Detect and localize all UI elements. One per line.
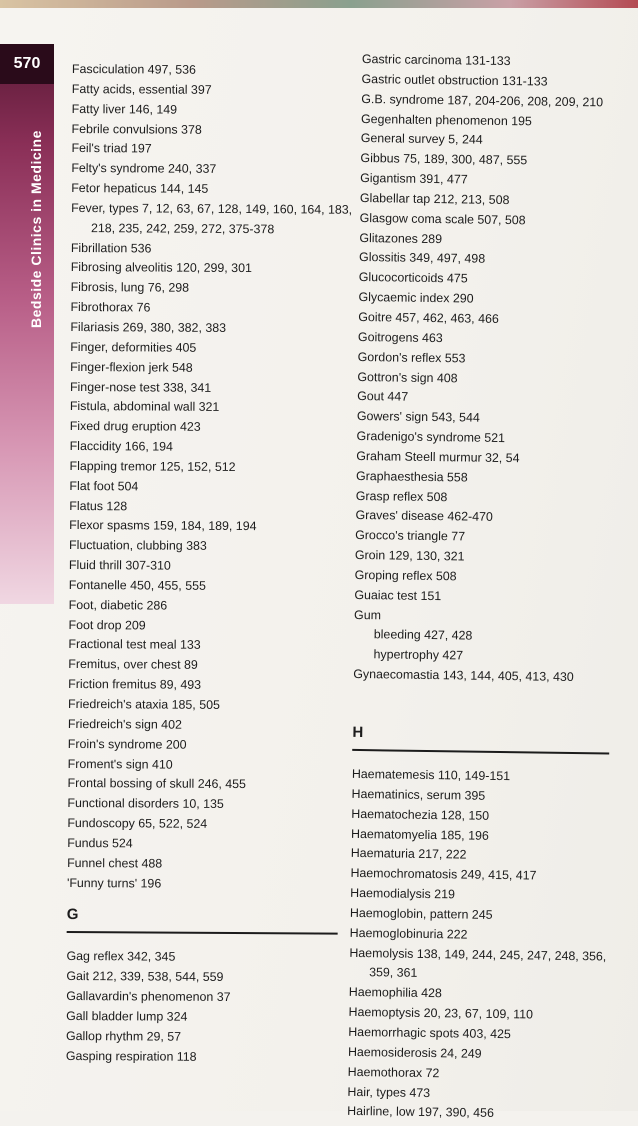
index-page [0,8,638,1121]
entries-g-right [354,50,632,629]
left-column [66,60,357,1068]
index-entry: Fontanelle 450, 455, 555 [68,577,206,593]
index-entry: Glucocorticoids 475 [358,270,468,286]
index-entry: Haemothorax 72 [347,1064,440,1080]
sidebar-band [0,44,54,604]
index-entry: Fever, types 7, 12, 63, 67, 128, 149, 160, 164, 183, 218, 235, 242, 259, 272, 375-378 [71,200,353,236]
index-entry: Groin 129, 130, 321 [354,548,465,564]
index-entry: Feil's triad 197 [71,141,152,156]
index-entry: General survey 5, 244 [360,131,483,148]
index-entry: Gallavardin's phenomenon 37 [66,989,231,1005]
index-entry: Flaccidity 166, 194 [69,439,173,454]
index-entry: Grasp reflex 508 [355,488,448,504]
index-entry: Functional disorders 10, 135 [67,796,224,812]
index-entry: Gallop rhythm 29, 57 [65,1028,182,1044]
index-entry: Fractional test meal 133 [68,637,201,653]
index-entry: Gegenhalten phenomenon 195 [360,111,532,128]
index-entry: Foot, diabetic 286 [68,597,168,613]
index-entry: Haematinics, serum 395 [351,786,486,803]
index-entry: Haemophilia 428 [348,985,442,1001]
index-entry: Fibrothorax 76 [70,300,151,315]
index-entry: Flatus 128 [69,498,128,513]
section-heading-g: G [66,906,79,924]
section-heading-h: H [352,723,364,742]
index-entry: Gasping respiration 118 [65,1048,197,1064]
index-entry: Fibrosing alveolitis 120, 299, 301 [70,260,252,276]
index-entry: Haemosiderosis 24, 249 [347,1044,482,1061]
index-entry: Fistula, abdominal wall 321 [69,399,220,415]
index-entry: Febrile convulsions 378 [71,121,202,137]
entries-f [67,60,357,895]
index-entry: 'Funny turns' 196 [66,875,162,891]
index-entry: Goitre 457, 462, 463, 466 [358,309,499,326]
index-entry: bleeding 427, 428 [373,627,473,644]
index-entry: Gastric carcinoma 131-133 [361,51,511,69]
index-entry: Groping reflex 508 [354,567,457,584]
index-entry: Fetor hepaticus 144, 145 [71,181,209,196]
index-entry: Gag reflex 342, 345 [66,949,176,965]
index-entry: Filariasis 269, 380, 382, 383 [70,319,227,335]
entries-g-left [66,947,352,1068]
index-entry: Gum [354,607,382,622]
index-entry: Fatty acids, essential 397 [71,81,212,97]
index-entry: Gottron's sign 408 [357,369,458,385]
index-entry: Glycaemic index 290 [358,290,474,306]
index-entry: Fundoscopy 65, 522, 524 [67,816,208,831]
index-entry: Finger-nose test 338, 341 [69,379,212,395]
index-entry: Froin's syndrome 200 [67,736,187,752]
index-entry: Glasgow coma scale 507, 508 [359,210,526,228]
index-entry: Flapping tremor 125, 152, 512 [69,458,236,474]
index-entry: Hairline, low 197, 390, 456 [347,1104,494,1121]
index-entry: Goitrogens 463 [357,329,443,345]
index-entry: Fluctuation, clubbing 383 [68,538,207,554]
index-entry: Fixed drug eruption 423 [69,419,201,434]
index-entry: Fundus 524 [67,835,133,851]
gum-subentries [353,625,624,668]
index-entry: Gastric outlet obstruction 131-133 [361,71,548,89]
index-entry: Friedreich's ataxia 185, 505 [68,696,220,712]
index-entry: G.B. syndrome 187, 204-206, 208, 209, 210 [361,91,604,110]
index-entry: Friedreich's sign 402 [67,716,182,732]
section-rule-g [67,931,338,935]
index-entry: Fatty liver 146, 149 [71,101,178,117]
entries-g-end [353,665,623,689]
index-entry: Flat foot 504 [69,478,139,494]
index-entry: Graphaesthesia 558 [355,468,468,485]
index-entry: Finger, deformities 405 [70,339,197,355]
index-entry: hypertrophy 427 [373,647,464,663]
index-entry: Hair, types 473 [347,1084,431,1100]
index-entry: Fluid thrill 307-310 [68,558,171,573]
index-entry: Haemoglobinuria 222 [349,925,468,942]
index-entry: Funnel chest 488 [67,855,163,871]
index-entry: Froment's sign 410 [67,756,173,772]
index-entry: Glitazones 289 [359,230,443,246]
index-entry: Fibrosis, lung 76, 298 [70,280,190,296]
index-entry: Haemochromatosis 249, 415, 417 [350,866,537,883]
index-entry: Haematochezia 128, 150 [351,806,490,823]
index-entry: Foot drop 209 [68,617,146,633]
index-entry: Fasciculation 497, 536 [71,61,196,77]
index-entry: Gout 447 [357,389,409,405]
index-entry: Gibbus 75, 189, 300, 487, 555 [360,151,528,168]
index-entry: Finger-flexion jerk 548 [70,359,193,375]
index-entry: Glossitis 349, 497, 498 [359,250,486,267]
page-number: 570 [0,44,54,84]
index-entry: Flexor spasms 159, 184, 189, 194 [69,518,257,534]
index-entry: Gynaecomastia 143, 144, 405, 413, 430 [353,667,574,685]
entries-h [347,765,622,1126]
index-entry: Graves' disease 462-470 [355,508,493,525]
index-entry: Gowers' sign 543, 544 [356,409,480,425]
index-entry: Fremitus, over chest 89 [68,657,198,673]
index-entry: Haematemesis 110, 149-151 [351,766,511,784]
index-entry: Graham Steell murmur 32, 54 [356,448,520,466]
index-entry: Grocco's triangle 77 [355,528,466,544]
index-entry: Haematomyelia 185, 196 [350,826,489,843]
index-entry: Guaiac test 151 [354,587,442,603]
index-entry: Gordon's reflex 553 [357,349,466,366]
index-entry: Glabellar tap 212, 213, 508 [359,190,510,207]
index-entry: Haemorrhagic spots 403, 425 [348,1024,511,1042]
index-entry: Haemoglobin, pattern 245 [349,905,493,922]
index-entry: Gait 212, 339, 538, 544, 559 [66,969,224,985]
index-entry: Friction fremitus 89, 493 [68,677,202,692]
index-entry: Gradenigo's syndrome 521 [356,428,506,446]
right-column [347,50,632,1126]
index-entry: Gall bladder lump 324 [66,1008,188,1024]
index-entry: Haemodialysis 219 [350,885,456,902]
index-entry: Haemolysis 138, 149, 244, 245, 247, 248, 356, 359, 361 [349,945,607,981]
index-entry: Frontal bossing of skull 246, 455 [67,776,247,792]
running-head: Bedside Clinics in Medicine [28,130,44,328]
index-entry: Gigantism 391, 477 [360,171,468,187]
index-entry: Fibrillation 536 [70,240,152,256]
index-entry: Felty's syndrome 240, 337 [71,161,217,177]
index-entry: Haematuria 217, 222 [350,846,467,862]
index-entry: Haemoptysis 20, 23, 67, 109, 110 [348,1005,534,1022]
